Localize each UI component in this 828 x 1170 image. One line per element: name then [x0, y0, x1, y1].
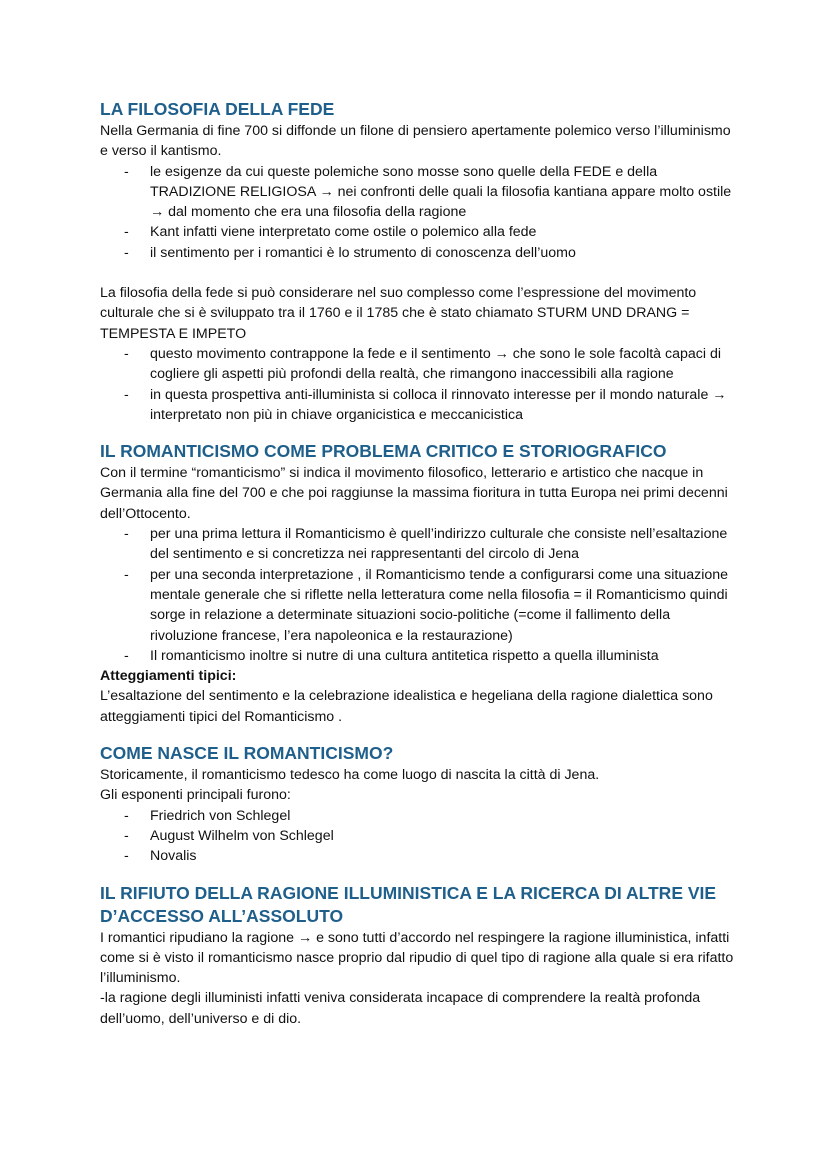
spacer	[100, 727, 740, 742]
section-intro: Con il termine “romanticismo” si indica il movimento filosofico, letterario e artistico che nacque in Germania alla fine del 700 e che poi raggiunse la massima fioritura in tutta Europa nei primi decenni dell’Ottocento.	[100, 465, 728, 522]
paragraph: Gli esponenti principali furono:	[100, 787, 291, 804]
dash-bullet: -	[124, 345, 129, 362]
subheading-atteggiamenti: Atteggiamenti tipici:	[100, 668, 237, 685]
dash-bullet: -	[124, 647, 129, 664]
bullet-list	[100, 162, 740, 263]
list-item: - per una seconda interpretazione , il Romanticismo tende a configurarsi come una situazione mentale generale che si riflette nella letteratura come nella filosofia = il Romanticismo quindi sorge in relazione a determinate situazioni socio-politiche (=come il fallimento della rivoluzione francese, l’era napoleonica e la restaurazione)	[124, 566, 729, 644]
spacer	[100, 263, 740, 283]
section-heading-romanticismo-problema: IL ROMANTICISMO COME PROBLEMA CRITICO E STORIOGRAFICO	[100, 441, 667, 462]
dash-bullet: -	[124, 244, 129, 261]
section-heading-rifiuto-ragione: IL RIFIUTO DELLA RAGIONE ILLUMINISTICA E LA RICERCA DI ALTRE VIE D’ACCESSO ALL’ASSOLUTO	[100, 882, 717, 926]
list-item: - le esigenze da cui queste polemiche sono mosse sono quelle della FEDE e della TRADIZIONE RELIGIOSA → nei confronti delle quali la filosofia kantiana appare molto ostile → dal momento che era una filosofia della ragione	[124, 163, 732, 221]
dash-bullet: -	[124, 163, 129, 180]
dash-bullet: -	[124, 566, 129, 583]
bullet-list	[100, 524, 740, 666]
dash-bullet: -	[124, 807, 129, 824]
list-item: - questo movimento contrappone la fede e il sentimento → che sono le sole facoltà capaci di cogliere gli aspetti più profondi della realtà, che rimangono inaccessibili alla ragione	[124, 345, 721, 383]
dash-bullet: -	[124, 827, 129, 844]
list-item: - Friedrich von Schlegel	[100, 806, 740, 826]
list-item: - Novalis	[100, 846, 740, 866]
dash-bullet: -	[124, 224, 129, 241]
list-item: - in questa prospettiva anti-illuminista si colloca il rinnovato interesse per il mondo naturale → interpretato non più in chiave organicistica e meccanicistica	[124, 386, 727, 423]
list-item: - Il romanticismo inoltre si nutre di una cultura antitetica rispetto a quella illuminista	[100, 646, 740, 666]
paragraph: L’esaltazione del sentimento e la celebrazione idealistica e hegeliana della ragione dialettica sono atteggiamenti tipici del Romanticismo .	[100, 688, 713, 725]
paragraph: Storicamente, il romanticismo tedesco ha come luogo di nascita la città di Jena.	[100, 767, 600, 784]
section-heading-filosofia-fede: LA FILOSOFIA DELLA FEDE	[100, 99, 335, 119]
paragraph: La filosofia della fede si può considerare nel suo complesso come l’espressione del movimento culturale che si è sviluppato tra il 1760 e il 1785 che è stato chiamato STURM UND DRANG = TEMPESTA E IMPETO	[100, 285, 697, 342]
section-heading-come-nasce: COME NASCE IL ROMANTICISMO?	[100, 743, 394, 764]
paragraph: -la ragione degli illuministi infatti veniva considerata incapace di comprendere la realtà profonda dell’uomo, dell’universo e di dio.	[100, 990, 701, 1027]
list-item: - per una prima lettura il Romanticismo è quell’indirizzo culturale che consiste nell’esaltazione del sentimento e si concretizza nei rappresentanti del circolo di Jena	[124, 526, 728, 563]
bullet-list	[100, 806, 740, 867]
dash-bullet: -	[124, 526, 129, 543]
paragraph: I romantici ripudiano la ragione → e sono tutti d’accordo nel respingere la ragione illuministica, infatti come si è visto il romanticismo nasce proprio dal ripudio di quel tipo di ragione alla quale si era rifatto l’illuminismo.	[100, 929, 734, 987]
dash-bullet: -	[124, 848, 129, 865]
list-item: - August Wilhelm von Schlegel	[100, 826, 740, 846]
document-page	[100, 98, 740, 1029]
bullet-list	[100, 344, 740, 425]
spacer	[100, 425, 740, 440]
list-item: - Kant infatti viene interpretato come ostile o polemico alla fede	[100, 222, 740, 242]
section-intro: Nella Germania di fine 700 si diffonde un filone di pensiero apertamente polemico verso l’illuminismo e verso il kantismo.	[100, 123, 731, 160]
dash-bullet: -	[124, 386, 129, 403]
list-item: - il sentimento per i romantici è lo strumento di conoscenza dell’uomo	[100, 243, 740, 263]
spacer	[100, 867, 740, 882]
